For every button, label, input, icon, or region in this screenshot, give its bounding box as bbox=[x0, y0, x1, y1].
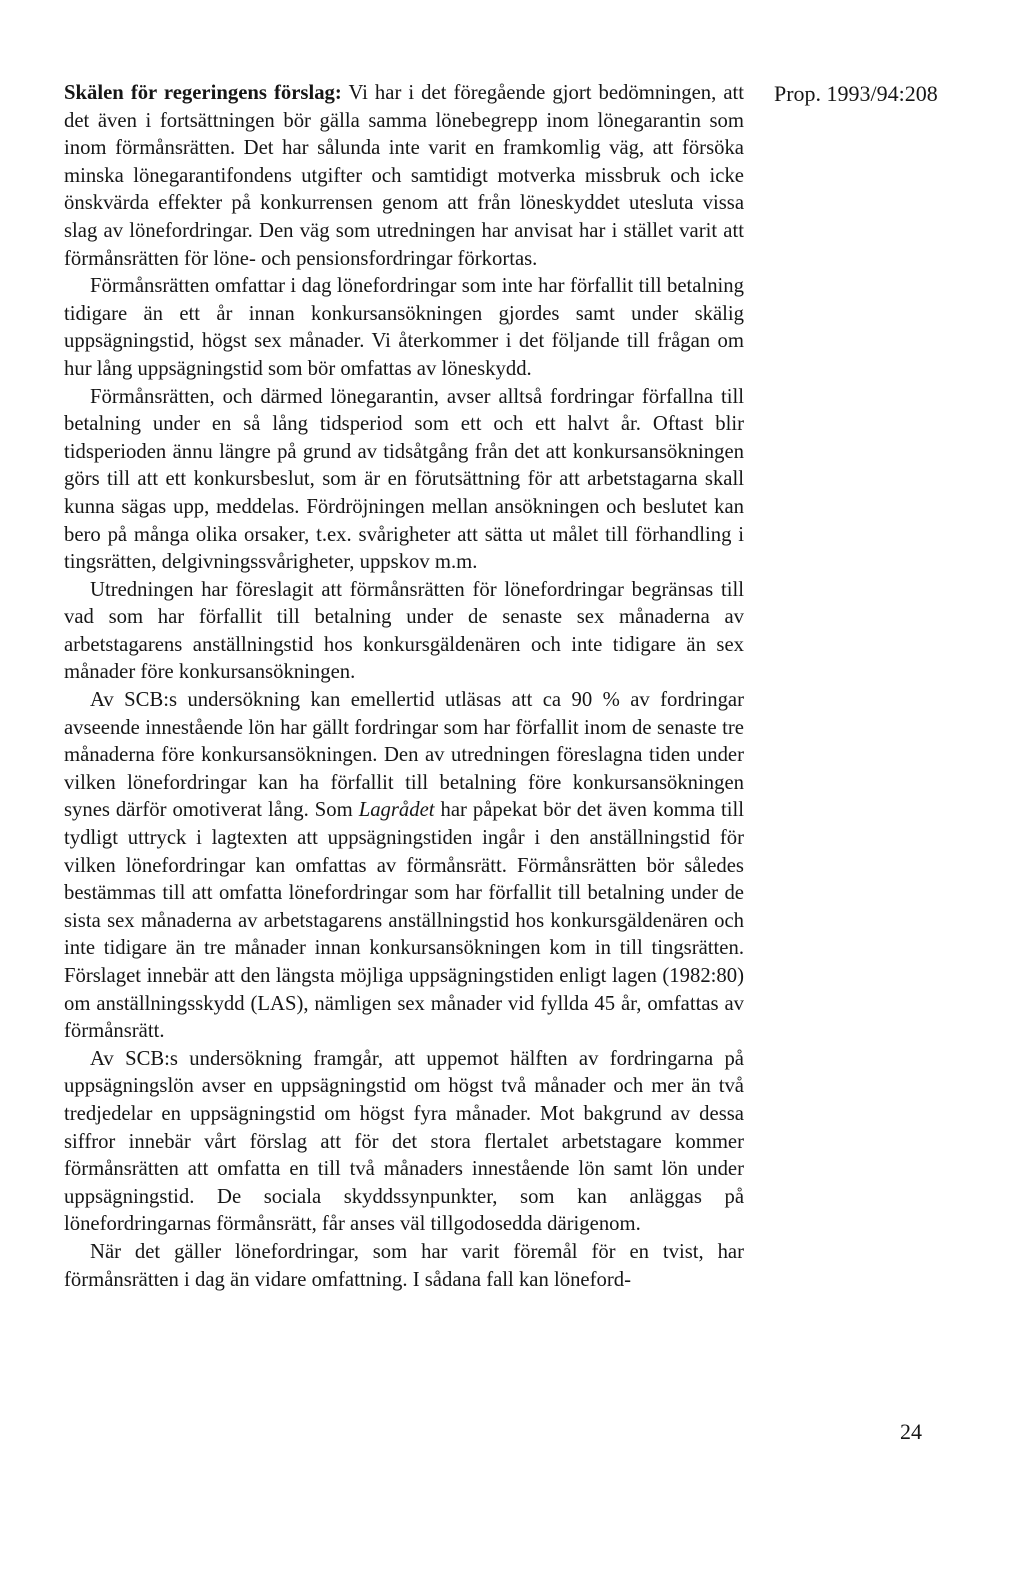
body-text bbox=[64, 80, 744, 1294]
paragraph-7: När det gäller lönefordringar, som har varit föremål för en tvist, har förmånsrätten i dag än vidare omfattning. I sådana fall kan löneford- bbox=[64, 1240, 744, 1291]
lagradet-reference: Lagrådet bbox=[358, 799, 435, 822]
paragraph-1 bbox=[64, 80, 744, 273]
paragraph-1-text: Vi har i det föregående gjort bedömningen, att det även i fortsättningen bör gälla samma lönebegrepp inom lönegarantin som inom förmånsrätten. Det har sålunda inte varit en framkomlig väg, att försöka minska lönegarantifondens utgifter och samtidigt motverka missbruk och icke önskvärda effekter på konkurrensen genom att från löneskyddet utesluta vissa slag av lönefordringar. Den väg som utredningen har anvisat har i stället varit att förmånsrätten för löne- och pensionsfordringar förkortas. bbox=[64, 82, 745, 270]
paragraph-5-text-before: Av SCB:s undersökning kan emellertid utläsas att ca 90 % av fordringar avseende innestående lön har gällt fordringar som har förfallit inom de senaste tre månaderna före konkursansökningen. Den av utredningen föreslagna tiden under vilken lönefordringar kan ha förfallit till betalning före konkursansökningen synes därför omotiverat lång. Som bbox=[64, 689, 744, 822]
section-lead-in: Skälen för regeringens förslag: bbox=[64, 82, 342, 104]
page-number: 24 bbox=[900, 1419, 922, 1444]
paragraph-5-text-after: har påpekat bör det även komma till tydligt uttryck i lagtexten att uppsägningstiden ingår i den anställningstid för vilken lönefordringar kan omfattas av förmånsrätt. Förmånsrätten bör således bestämmas till att omfatta lönefordringar som har förfallit till betalning under de sista sex månaderna av arbetstagarens anställningstid hos konkursgäldenären och inte tidigare än tre månader innan konkursansökningen kom in till tingsrätten. Förslaget innebär att den längsta möjliga uppsägningstiden enligt lagen (1982:80) om anställningsskydd (LAS), nämligen sex månader vid fyllda 45 år, omfattas av förmånsrätt. bbox=[64, 799, 745, 1043]
paragraph-3: Förmånsrätten, och därmed lönegarantin, avser alltså fordringar förfallna till betalning under en så lång tidsperiod som ett och ett halvt år. Oftast blir tidsperioden ännu längre på grund av tidsåtgång från det att konkursansökningen görs till att ett konkursbeslut, som är en förutsättning för att arbetstagarna skall kunna sägas upp, meddelas. Fördröjningen mellan ansökningen och beslutet kan bero på många olika orsaker, t.ex. svårigheter att sätta ut målet till förhandling i tingsrätten, delgivningssvårigheter, uppskov m.m. bbox=[64, 385, 744, 574]
paragraph-5 bbox=[64, 687, 744, 1046]
paragraph-6: Av SCB:s undersökning framgår, att uppemot hälften av fordringarna på uppsägningslön avser en uppsägningstid om högst två månader och mer än två tredjedelar en uppsägningstid om högst fyra månader. Mot bakgrund av dessa siffror innebär vårt förslag att för det stora flertalet arbetstagare kommer förmånsrätten att omfatta en till två månaders innestående lön samt lön under uppsägningstid. De sociala skyddssynpunkter, som kan anläggas på lönefordringarnas förmånsrätt, får anses väl tillgodosedda därigenom. bbox=[64, 1047, 744, 1236]
paragraph-4: Utredningen har föreslagit att förmånsrätten för lönefordringar begränsas till vad som har förfallit till betalning under de senaste sex månaderna av arbetstagarens anställningstid hos konkursgäldenären och inte tidigare än sex månader före konkursansökningen. bbox=[64, 578, 744, 684]
document-reference: Prop. 1993/94:208 bbox=[774, 81, 938, 106]
paragraph-2: Förmånsrätten omfattar i dag lönefordringar som inte har förfallit till betalning tidigare än ett år innan konkursansökningen gjordes samt under skälig uppsägningstid, högst sex månader. Vi återkommer i det följande till frågan om hur lång uppsägningstid som bör omfattas av löneskydd. bbox=[64, 275, 744, 380]
